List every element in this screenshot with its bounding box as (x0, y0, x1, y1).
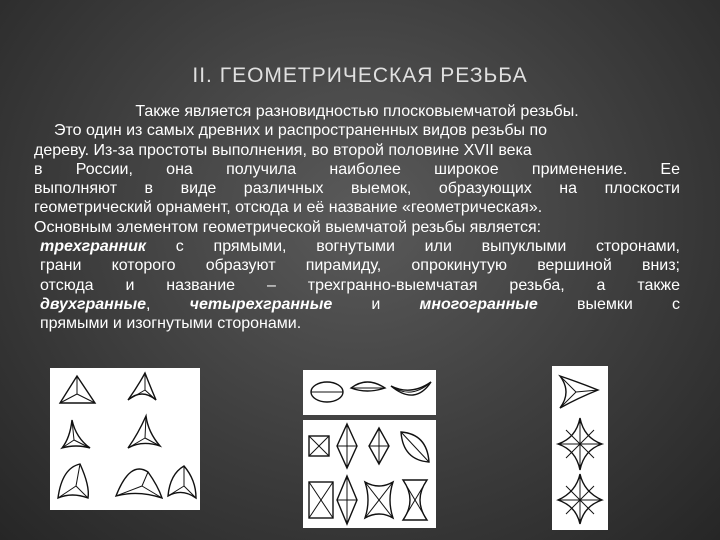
slide-title: II. ГЕОМЕТРИЧЕСКАЯ РЕЗЬБА (192, 64, 528, 87)
square-cut (309, 436, 329, 456)
paragraph2-line3: грани которого образуют пирамиду, опрокинутую вершиной вниз; (40, 257, 680, 275)
paragraph2-line6: прямыми и изогнутыми сторонами. (40, 315, 302, 333)
triangle-cut-6 (116, 469, 162, 498)
paragraph2-line5 (34, 295, 680, 314)
tetrahedral-cuts-illustration (303, 420, 436, 528)
triangle-cut-1 (60, 376, 95, 403)
polyhedral-cuts-illustration (552, 366, 608, 530)
paragraph2-line1: Основным элементом геометрической выемчатой резьбы является: (34, 218, 542, 236)
four-point-star-cut-1 (558, 418, 602, 470)
paragraph2-line2-rest: с прямыми, вогнутыми или выпуклыми сторонами, (175, 238, 680, 256)
arrow-star-cut (560, 376, 598, 408)
paragraph1-line4: в России, она получила наиболее широкое применение. Ее (34, 160, 680, 178)
term-trihedral: трехгранник (40, 238, 147, 256)
lens-cut-1 (311, 382, 343, 402)
concave-square-cut (365, 482, 393, 518)
rect-cut (309, 482, 333, 518)
triangle-cut-2 (128, 373, 156, 400)
term-tetrahedral: четырехгранные (189, 295, 333, 313)
paragraph2-line2 (34, 237, 680, 256)
rhombus-cut-2 (369, 428, 389, 464)
term-polyhedral: многогранные (419, 295, 538, 313)
rhombus-cut-1 (337, 424, 357, 468)
dihedral-cuts-illustration (303, 370, 436, 415)
paragraph1-line3: дереву. Из-за простоты выполнения, во второй половине XVII века (34, 141, 532, 159)
leaf-cut (401, 432, 429, 462)
paragraph2-line4: отсюда и название – трехгранно-выемчатая резьба, а также (40, 276, 680, 294)
triangle-cut-4 (128, 416, 160, 448)
word-and: и (371, 295, 381, 313)
four-point-star-cut-2 (558, 474, 602, 524)
tall-rhombus-cut (337, 476, 357, 524)
trihedral-cuts-illustration (50, 368, 200, 510)
paragraph1-line6: геометрический орнамент, отсюда и её название «геометрическая». (34, 199, 543, 217)
paragraph2-line5-rest: выемки с (577, 295, 680, 313)
triangle-cut-3 (62, 420, 90, 448)
comma: , (146, 295, 151, 313)
lens-cut-2 (351, 382, 385, 391)
triangle-cut-7 (168, 466, 196, 498)
body-text (34, 102, 680, 334)
paragraph1-line1: Также является разновидностью плосковыемчатой резьбы. (135, 103, 579, 120)
paragraph1-line2: Это один из самых древних и распространенных видов резьбы по (54, 122, 548, 140)
crescent-cut (391, 382, 431, 395)
triangle-cut-5 (58, 464, 88, 498)
term-dihedral: двухгранные (40, 295, 147, 313)
hourglass-cut (403, 480, 427, 520)
paragraph1-line5: выполняют в виде различных выемок, образующих на плоскости (34, 180, 680, 198)
